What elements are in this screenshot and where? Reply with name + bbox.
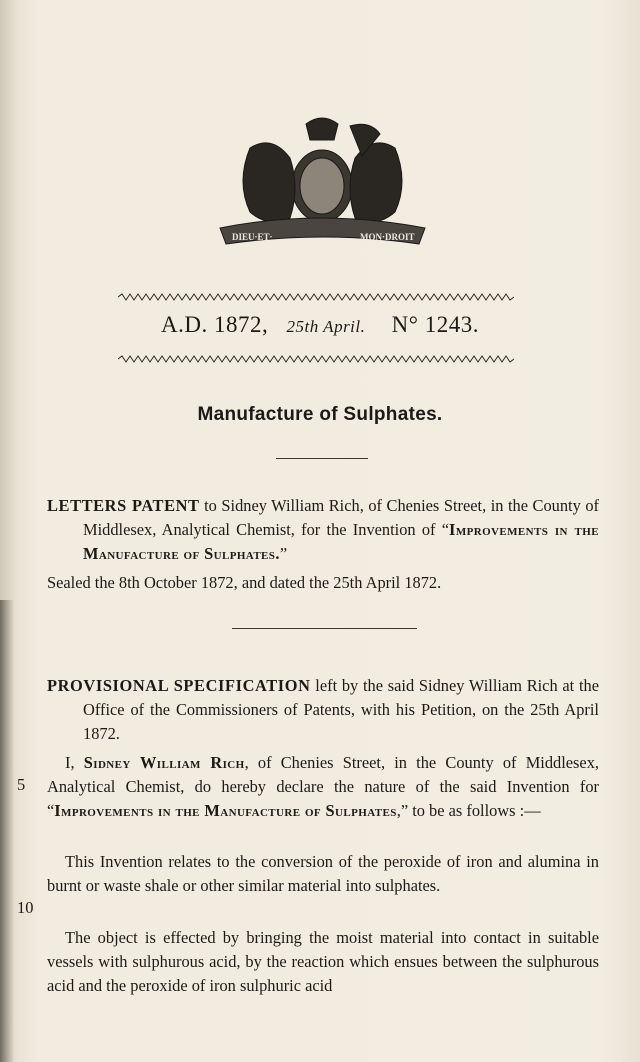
divider-short	[276, 458, 368, 459]
ornament-rule-bottom	[118, 354, 514, 364]
letters-patent-text: to Sidney William Rich, of Chenies Street, in the County of Middlesex, Analytical Chemist, for the Invention of “	[83, 496, 599, 539]
letters-patent-paragraph	[47, 494, 599, 566]
ornament-rule-top	[118, 292, 514, 302]
binding-shadow	[0, 600, 14, 1062]
p1-mid: , of Chenies Street, in the County of Middlesex, Analytical Chemist, do hereby declare the nature of the said Invention for “	[47, 753, 599, 820]
p1-invention: Improvements in the Manufacture of Sulphates	[54, 801, 397, 820]
letters-patent-invention: Improvements in the Manufacture of Sulphates.	[83, 520, 599, 563]
body-paragraph-1	[47, 751, 599, 823]
document-title: Manufacture of Sulphates.	[197, 404, 443, 425]
body-paragraph-2: This Invention relates to the conversion of the peroxide of iron and alumina in burnt or waste shale or other similar material into sulphates.	[47, 852, 599, 895]
line-number-10: 10	[17, 898, 34, 917]
svg-text:DIEU·ET·: DIEU·ET·	[232, 232, 273, 242]
p1-name: Sidney William Rich	[83, 753, 245, 772]
body-paragraph-3: The object is effected by bringing the moist material into contact in suitable vessels with sulphurous acid, by the reaction which ensues between the sulphurous acid and the peroxide of iron sulphuric acid	[47, 928, 599, 995]
divider-long	[232, 628, 417, 629]
patent-date: 25th April.	[286, 317, 366, 336]
ad-label: A.D.	[161, 312, 208, 337]
patent-header	[0, 312, 640, 338]
provisional-paragraph	[47, 674, 599, 746]
svg-text:MON·DROIT: MON·DROIT	[360, 232, 415, 242]
p1-start: I,	[65, 753, 84, 772]
sealed-line: Sealed the 8th October 1872, and dated the 25th April 1872.	[47, 573, 442, 592]
patent-number: 1243.	[424, 312, 479, 337]
provisional-lead: PROVISIONAL SPECIFICATION	[47, 676, 311, 695]
provisional-text: left by the said Sidney William Rich at the Office of the Commissioners of Patents, with his Petition, on the 25th April 1872.	[83, 676, 600, 743]
patent-year: 1872,	[214, 312, 269, 337]
royal-coat-of-arms-icon	[210, 108, 435, 253]
line-number-5: 5	[17, 775, 26, 794]
number-prefix: N°	[391, 312, 419, 337]
letters-patent-close: ”	[279, 544, 288, 563]
p1-end: ,” to be as follows :—	[396, 801, 541, 820]
letters-patent-lead: LETTERS PATENT	[47, 496, 200, 515]
